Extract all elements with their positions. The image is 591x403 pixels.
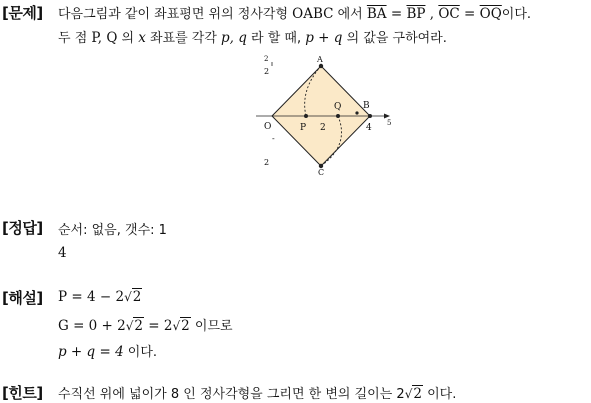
- sqrt-symbol: √: [124, 290, 132, 304]
- x-axis-arrow: [384, 114, 390, 119]
- tick-label-four: 4: [366, 123, 372, 133]
- segment-oq: $\overline{OQ}$: [479, 6, 502, 22]
- sqrt-radicand: 2: [132, 289, 142, 305]
- hint-tag: [힌트]: [2, 384, 43, 402]
- y-label-upper: 2: [264, 67, 270, 76]
- axis-end-label: 5: [387, 119, 392, 127]
- point-b: [355, 111, 358, 114]
- variable-q: q: [233, 30, 247, 46]
- sqrt-radicand: 2: [134, 318, 144, 334]
- problem-text: 라 할 때,: [246, 31, 306, 46]
- problem-text: 에서: [333, 7, 367, 22]
- math-text: = 2: [144, 318, 173, 334]
- label-o: O: [264, 122, 272, 132]
- points-pq: P, Q: [91, 30, 118, 46]
- problem-tag: [문제]: [2, 4, 43, 22]
- label-b: B: [363, 101, 370, 111]
- sqrt-radicand: 2: [413, 386, 422, 402]
- y-label-top: 2: [264, 55, 269, 63]
- square-figure: [250, 50, 400, 180]
- answer-tag: [정답]: [2, 219, 43, 237]
- y-mark: -: [272, 134, 275, 143]
- point-a: [319, 64, 323, 68]
- answer-line-1: 순서: 없음, 갯수: 1: [58, 223, 167, 238]
- hint-text: 수직선 위에 넓이가 8 인 정사각형을 그리면 한 변의 길이는 2: [58, 387, 405, 402]
- math-text: G = 0 + 2: [58, 318, 126, 334]
- solution-text: 이다.: [123, 345, 158, 360]
- square-name: OABC: [292, 6, 334, 22]
- variable-p: p,: [221, 30, 234, 46]
- equals-sign: =: [459, 6, 480, 22]
- solution-line-1: [58, 289, 142, 305]
- problem-line-2: [58, 27, 447, 46]
- sqrt-symbol: √: [404, 387, 413, 401]
- answer-value: 4: [58, 245, 67, 261]
- segment-bp: $\overline{BP}$: [406, 6, 426, 22]
- solution-line-2: [58, 315, 233, 334]
- y-label-lower: 2: [264, 158, 270, 167]
- segment-ba: $\overline{BA}$: [366, 6, 387, 22]
- problem-text: 다음그림과 같이 좌표평면 위의 정사각형: [58, 7, 293, 22]
- segment-oc: $\overline{OC}$: [438, 6, 460, 22]
- math-text: p + q = 4: [58, 344, 124, 360]
- hint-text: 이다.: [422, 387, 457, 402]
- label-p: P: [300, 123, 307, 133]
- solution-tag: [해설]: [2, 289, 43, 307]
- tick-label-two: 2: [320, 123, 326, 133]
- problem-text: 좌표를 각각: [145, 31, 222, 46]
- variable-x: x: [138, 30, 146, 46]
- solution-line-3: [58, 341, 157, 360]
- equals-sign: =: [386, 6, 407, 22]
- problem-text: 의: [117, 31, 139, 46]
- expression-p-plus-q: p + q: [305, 30, 343, 46]
- problem-text: 두 점: [58, 31, 92, 46]
- label-q: Q: [334, 102, 342, 112]
- sqrt-radicand: 2: [181, 318, 190, 334]
- solution-text: 이므로: [190, 319, 233, 334]
- label-a: A: [317, 55, 323, 64]
- problem-text: 의 값을 구하여라.: [342, 31, 447, 46]
- point-p: [304, 114, 308, 118]
- sqrt-symbol: √: [125, 319, 134, 333]
- label-c: C: [318, 168, 325, 177]
- sqrt-symbol: √: [172, 319, 181, 333]
- comma: ,: [425, 6, 439, 22]
- point-four: [368, 114, 372, 118]
- math-text: P = 4 − 2: [58, 289, 125, 305]
- hint-line: [58, 383, 456, 402]
- problem-line-1: [58, 3, 531, 22]
- point-q: [336, 114, 340, 118]
- problem-text: 이다.: [501, 7, 532, 22]
